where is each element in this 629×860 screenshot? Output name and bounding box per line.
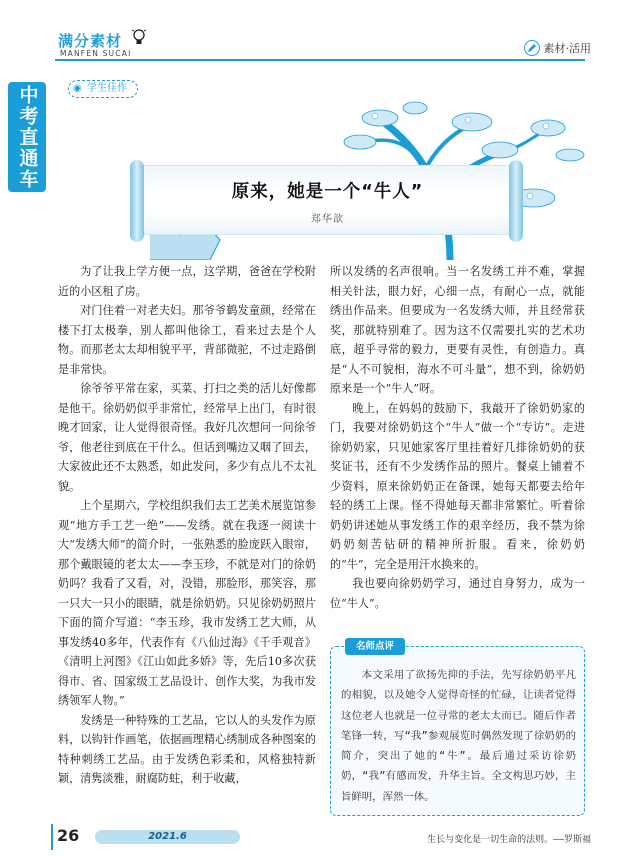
page-number: 26 [57,826,80,845]
paragraph: 上个星期六，学校组织我们去工艺美术展览馆参观“地方手工艺一绝”——发绣。就在我逐一阅读十大“发绣大师”的简介时，一张熟悉的脸庞跃入眼帘，那个戴眼镜的老太太——李玉珍，不就是对门的徐奶奶吗？我看了又看，对，没错，那脸形，那笑容，那一只大一只小的眼睛，就是徐奶奶。只见徐奶奶照片下面的简介写道：“李玉珍，我市发绣工艺大师，从事发绣40多年，代表作有《八仙过海》《千手观音》《清明上河图》《江山如此多娇》等，先后10多次获得市、省、国家级工艺品设计、创作大奖，为我市发绣领军人物。” [58,499,316,707]
side-tab [8,82,46,192]
paragraph: 对门住着一对老夫妇。那爷爷鹤发童颜，经常在楼下打太极拳，别人都叫他徐工，看来过去是个人物。而那老太太却相貌平平，背部微驼，不过走路倒是非常快。 [58,304,316,376]
paragraph: 徐爷爷平常在家，买菜、打扫之类的活儿好像都是他干。徐奶奶似乎非常忙，经常早上出门，有时很晚才回家，让人觉得很奇怪。我好几次想问一问徐爷爷，他老往到底在干什么。但话到嘴边又咽了回去，大家彼此还不太熟悉，如此发问，多少有点儿不太礼貌。 [58,382,316,493]
paragraph: 发绣是一种特殊的工艺品，它以人的头发作为原料，以钩针作画笔，依据画理精心绣制成各种图案的特种刺绣工艺品。由于发绣色彩柔和，风格独特新颖，清隽淡雅，耐腐防蛀，利于收藏， [58,713,316,785]
magazine-logo-en: MANFEN SUCAI [60,49,132,58]
page-header [0,0,629,72]
footer-quote: 生长与变化是一切生命的法则。——罗斯福 [427,835,591,845]
article-author: 郑华歆 [311,214,344,225]
lightbulb-icon [132,28,146,46]
paragraph: 晚上，在妈妈的鼓励下，我敲开了徐奶奶家的门，我要对徐奶奶这个“牛人”做一个“专访”。走进徐奶奶家，只见她家客厅里挂着好几排徐奶奶的获奖证书，还有不少发绣作品的照片。餐桌上铺着不少资料，原来徐奶奶正在备课，她每天都要去给年轻的绣工上课。怪不得她每天都非常繁忙。听着徐奶奶讲述她从事发绣工作的艰辛经历，我不禁为徐奶奶刻苦钻研的精神所折服。看来，徐奶奶的“牛”，完全是用汗水换来的。 [330,401,585,571]
section-tag-label: 素材·活用 [543,42,591,55]
side-tab-label: 中考直通车 [16,84,39,190]
issue-date: 2021.6 [148,831,187,842]
paragraph: 为了让我上学方便一点，这学期，爸爸在学校附近的小区租了房。 [58,265,316,298]
student-work-badge: ◉ 学生佳作 [68,80,138,98]
section-tag [524,40,592,56]
teacher-comment-label: 名师点评 [345,638,405,655]
paragraph: 我也要向徐奶奶学习，通过自身努力，成为一位“牛人”。 [330,577,585,610]
paragraph: 所以发绣的名声很响。当一名发绣工并不难，掌握相关针法，眼力好，心细一点，有耐心一点，就能绣出作品来。但要成为一名发绣大师，并且经常获奖，那就特别难了。因为这不仅需要扎实的艺术功底，超乎寻常的毅力，更要有灵性，有创造力。真是“人不可貌相，海水不可斗量”，想不到，徐奶奶原来是一个“牛人”呀。 [330,265,585,395]
article-title: 原来，她是一个“牛人” [231,182,424,202]
right-column [330,262,585,613]
header-divider [55,59,585,61]
teacher-comment-text: 本文采用了欲扬先抑的手法，先写徐奶奶平凡的相貌，以及她令人觉得奇怪的忙碌，让读者觉得这位老人也就是一位寻常的老太太而已。随后作者笔锋一转，写“我”参观展览时偶然发现了徐奶奶的简介，突出了她的“牛”。最后通过采访徐奶奶，“我”有感而发，升华主旨。全文构思巧妙，主旨鲜明，浑然一体。 [341,669,576,803]
teacher-comment-box [330,646,585,816]
magazine-logo: 满分素材 [58,32,123,50]
left-column [58,262,316,789]
pencil-icon [524,40,540,56]
